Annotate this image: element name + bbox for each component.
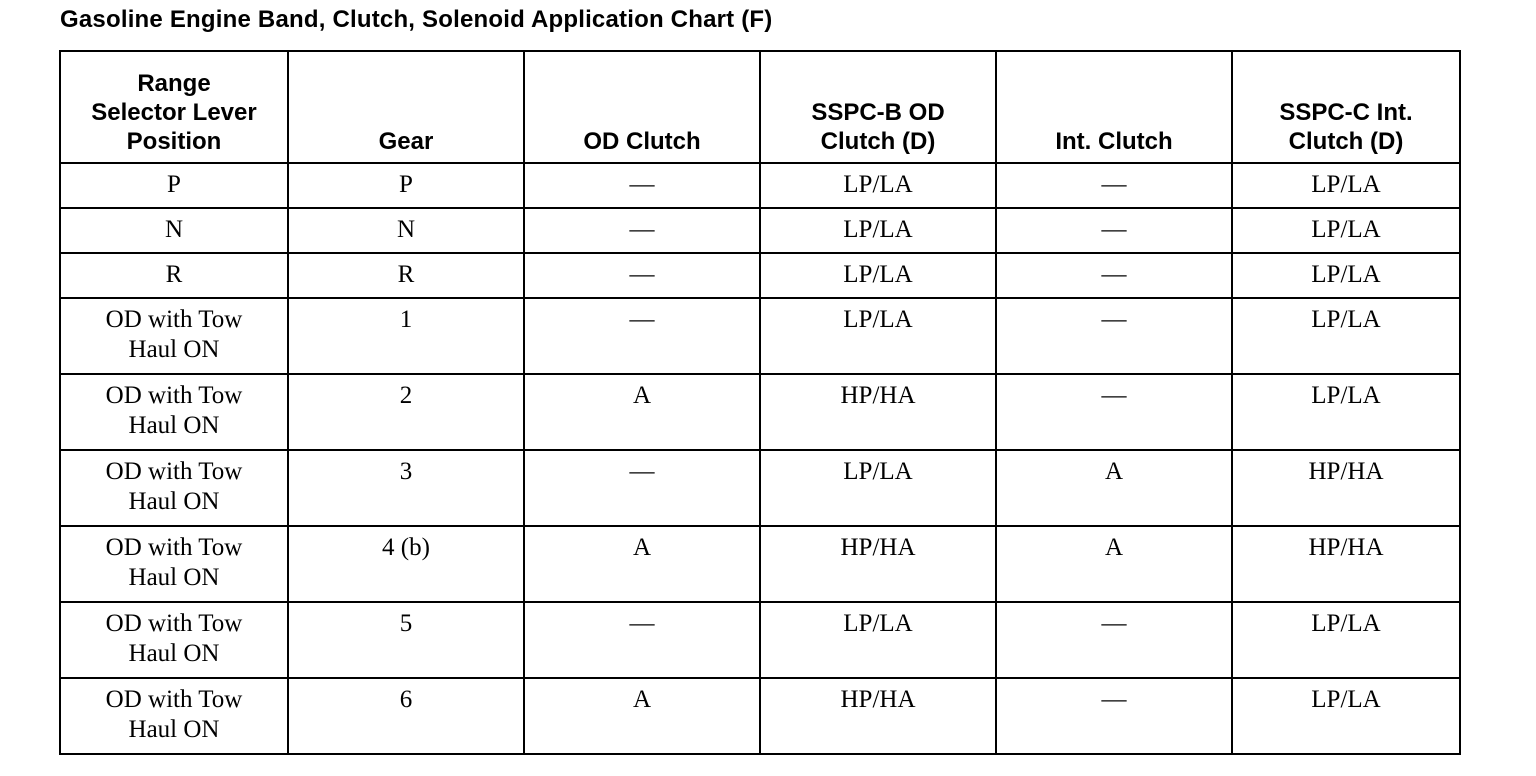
cell-sspc-c: HP/HA	[1232, 450, 1460, 526]
header-line: Gear	[378, 128, 434, 155]
cell-int-clutch: —	[996, 678, 1232, 754]
cell-line: OD with Tow	[105, 686, 243, 713]
header-gear	[288, 51, 524, 163]
cell-od-clutch: A	[524, 374, 760, 450]
cell-od-clutch: —	[524, 450, 760, 526]
table-row	[60, 253, 1460, 298]
cell-position	[60, 298, 288, 374]
cell-sspc-b: LP/LA	[760, 298, 996, 374]
table-row	[60, 678, 1460, 754]
cell-line: OD with Tow	[105, 610, 243, 637]
header-line: Int. Clutch	[1055, 128, 1173, 155]
cell-sspc-b: LP/LA	[760, 163, 996, 208]
cell-int-clutch: —	[996, 253, 1232, 298]
cell-line: Haul ON	[128, 564, 220, 591]
cell-line: N	[164, 216, 184, 243]
cell-sspc-b: HP/HA	[760, 526, 996, 602]
cell-line: Haul ON	[128, 716, 220, 743]
cell-od-clutch: —	[524, 602, 760, 678]
cell-sspc-b: LP/LA	[760, 253, 996, 298]
header-line: Clutch (D)	[1288, 128, 1404, 155]
cell-gear: 1	[288, 298, 524, 374]
cell-od-clutch: —	[524, 163, 760, 208]
cell-od-clutch: A	[524, 678, 760, 754]
cell-int-clutch: A	[996, 450, 1232, 526]
header-line: SSPC-B OD	[811, 99, 945, 126]
cell-sspc-b: LP/LA	[760, 602, 996, 678]
table-row	[60, 526, 1460, 602]
header-sspc-c-int-clutch	[1232, 51, 1460, 163]
cell-sspc-b: HP/HA	[760, 678, 996, 754]
cell-line: Haul ON	[128, 640, 220, 667]
cell-gear: 4 (b)	[288, 526, 524, 602]
table-row	[60, 602, 1460, 678]
cell-gear: P	[288, 163, 524, 208]
cell-position	[60, 602, 288, 678]
table-row	[60, 298, 1460, 374]
cell-od-clutch: —	[524, 298, 760, 374]
cell-position	[60, 526, 288, 602]
cell-line: Haul ON	[128, 336, 220, 363]
chart-title: Gasoline Engine Band, Clutch, Solenoid Application Chart (F)	[60, 6, 773, 33]
cell-line: OD with Tow	[105, 306, 243, 333]
cell-sspc-c: LP/LA	[1232, 208, 1460, 253]
header-line: Range	[137, 70, 211, 97]
header-line: SSPC-C Int.	[1279, 99, 1413, 126]
cell-position	[60, 678, 288, 754]
cell-gear: 5	[288, 602, 524, 678]
cell-int-clutch: A	[996, 526, 1232, 602]
table-row	[60, 450, 1460, 526]
cell-gear: 3	[288, 450, 524, 526]
cell-od-clutch: —	[524, 253, 760, 298]
cell-int-clutch: —	[996, 298, 1232, 374]
cell-line: OD with Tow	[105, 382, 243, 409]
header-line: Selector Lever	[91, 99, 257, 126]
cell-sspc-b: LP/LA	[760, 208, 996, 253]
cell-line: OD with Tow	[105, 458, 243, 485]
cell-sspc-c: LP/LA	[1232, 298, 1460, 374]
cell-sspc-b: HP/HA	[760, 374, 996, 450]
cell-gear: R	[288, 253, 524, 298]
header-od-clutch	[524, 51, 760, 163]
cell-position	[60, 374, 288, 450]
cell-line: Haul ON	[128, 488, 220, 515]
cell-position	[60, 208, 288, 253]
cell-sspc-c: LP/LA	[1232, 163, 1460, 208]
table-row	[60, 208, 1460, 253]
cell-gear: 6	[288, 678, 524, 754]
cell-sspc-c: LP/LA	[1232, 602, 1460, 678]
table-row	[60, 374, 1460, 450]
cell-position	[60, 450, 288, 526]
cell-int-clutch: —	[996, 208, 1232, 253]
header-line: OD Clutch	[583, 128, 701, 155]
header-line: Position	[126, 128, 222, 155]
cell-int-clutch: —	[996, 374, 1232, 450]
application-chart-table	[59, 50, 1461, 755]
header-row	[60, 51, 1460, 163]
cell-int-clutch: —	[996, 602, 1232, 678]
cell-position	[60, 253, 288, 298]
cell-sspc-c: LP/LA	[1232, 253, 1460, 298]
cell-od-clutch: —	[524, 208, 760, 253]
table-row	[60, 163, 1460, 208]
cell-od-clutch: A	[524, 526, 760, 602]
cell-line: Haul ON	[128, 412, 220, 439]
cell-sspc-c: HP/HA	[1232, 526, 1460, 602]
cell-line: P	[167, 171, 181, 198]
cell-position	[60, 163, 288, 208]
header-sspc-b-od-clutch	[760, 51, 996, 163]
cell-line: R	[165, 261, 183, 288]
cell-sspc-b: LP/LA	[760, 450, 996, 526]
header-range-selector-lever-position	[60, 51, 288, 163]
cell-gear: 2	[288, 374, 524, 450]
cell-line: OD with Tow	[105, 534, 243, 561]
cell-sspc-c: LP/LA	[1232, 678, 1460, 754]
header-line: Clutch (D)	[820, 128, 936, 155]
cell-gear: N	[288, 208, 524, 253]
header-int-clutch	[996, 51, 1232, 163]
cell-sspc-c: LP/LA	[1232, 374, 1460, 450]
cell-int-clutch: —	[996, 163, 1232, 208]
